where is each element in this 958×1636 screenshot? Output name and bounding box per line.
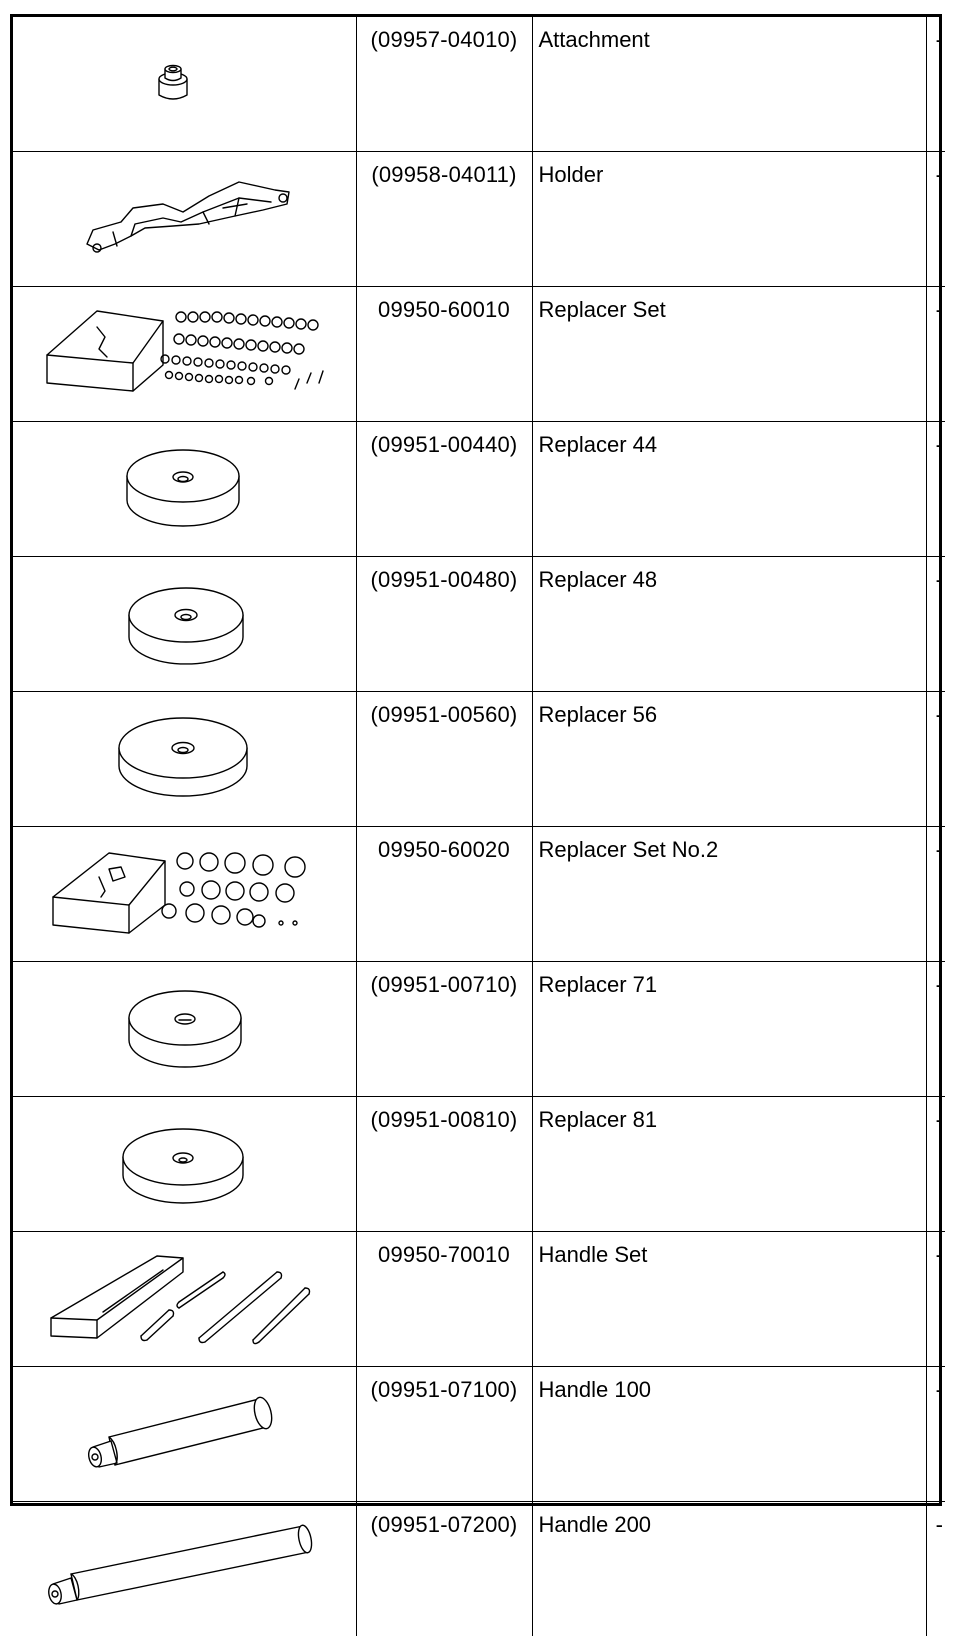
replacer-disc-icon bbox=[13, 692, 356, 816]
handle-icon bbox=[13, 1367, 356, 1491]
part-number: (09951-07100) bbox=[356, 1367, 532, 1502]
quantity: - bbox=[926, 692, 945, 827]
part-number: (09951-00440) bbox=[356, 422, 532, 557]
replacer-disc-icon bbox=[13, 422, 356, 546]
tool-illustration bbox=[13, 557, 356, 692]
part-number: (09951-00480) bbox=[356, 557, 532, 692]
tool-name: Handle Set bbox=[532, 1232, 926, 1367]
part-number: 09950-60010 bbox=[356, 287, 532, 422]
part-number: (09951-00560) bbox=[356, 692, 532, 827]
part-number: (09957-04010) bbox=[356, 17, 532, 152]
table-row bbox=[13, 1097, 945, 1232]
part-number: (09958-04011) bbox=[356, 152, 532, 287]
tool-illustration bbox=[13, 1097, 356, 1232]
table-row bbox=[13, 287, 945, 422]
table-row bbox=[13, 692, 945, 827]
tool-illustration bbox=[13, 962, 356, 1097]
table-row bbox=[13, 827, 945, 962]
quantity: - bbox=[926, 557, 945, 692]
tool-name: Replacer 56 bbox=[532, 692, 926, 827]
quantity: - bbox=[926, 827, 945, 962]
tool-illustration bbox=[13, 1232, 356, 1367]
tool-illustration bbox=[13, 692, 356, 827]
table-row bbox=[13, 962, 945, 1097]
tool-illustration bbox=[13, 152, 356, 287]
tool-table bbox=[13, 17, 945, 1636]
tool-name: Handle 100 bbox=[532, 1367, 926, 1502]
quantity: - bbox=[926, 1367, 945, 1502]
part-number: 09950-70010 bbox=[356, 1232, 532, 1367]
replacer-disc-icon bbox=[13, 962, 356, 1086]
part-number: 09950-60020 bbox=[356, 827, 532, 962]
part-number: (09951-00810) bbox=[356, 1097, 532, 1232]
replacer-disc-icon bbox=[13, 557, 356, 681]
quantity: - bbox=[926, 1502, 945, 1636]
table-row bbox=[13, 1502, 945, 1636]
tool-name: Handle 200 bbox=[532, 1502, 926, 1636]
tool-name: Replacer 71 bbox=[532, 962, 926, 1097]
tool-illustration bbox=[13, 422, 356, 557]
quantity: - bbox=[926, 287, 945, 422]
quantity: - bbox=[926, 152, 945, 287]
table-row bbox=[13, 152, 945, 287]
replacer-set-icon bbox=[13, 827, 356, 951]
table-row bbox=[13, 557, 945, 692]
quantity: - bbox=[926, 17, 945, 152]
quantity: - bbox=[926, 1232, 945, 1367]
tool-name: Replacer Set bbox=[532, 287, 926, 422]
tool-name: Replacer 81 bbox=[532, 1097, 926, 1232]
holder-icon bbox=[13, 152, 356, 276]
tool-illustration bbox=[13, 287, 356, 422]
replacer-set-icon bbox=[13, 287, 356, 411]
table-row bbox=[13, 1367, 945, 1502]
handle-icon bbox=[13, 1502, 356, 1626]
tool-name: Holder bbox=[532, 152, 926, 287]
quantity: - bbox=[926, 1097, 945, 1232]
quantity: - bbox=[926, 422, 945, 557]
part-number: (09951-07200) bbox=[356, 1502, 532, 1636]
tool-illustration bbox=[13, 17, 356, 152]
tool-illustration bbox=[13, 1502, 356, 1636]
tool-name: Replacer 44 bbox=[532, 422, 926, 557]
tool-illustration bbox=[13, 827, 356, 962]
table-row bbox=[13, 1232, 945, 1367]
tool-illustration bbox=[13, 1367, 356, 1502]
tool-table-frame bbox=[10, 14, 942, 1506]
quantity: - bbox=[926, 962, 945, 1097]
replacer-disc-icon bbox=[13, 1097, 356, 1221]
part-number: (09951-00710) bbox=[356, 962, 532, 1097]
tool-name: Attachment bbox=[532, 17, 926, 152]
tool-name: Replacer Set No.2 bbox=[532, 827, 926, 962]
handle-set-icon bbox=[13, 1232, 356, 1356]
table-row bbox=[13, 17, 945, 152]
attachment-icon bbox=[13, 17, 356, 141]
tool-name: Replacer 48 bbox=[532, 557, 926, 692]
table-row bbox=[13, 422, 945, 557]
